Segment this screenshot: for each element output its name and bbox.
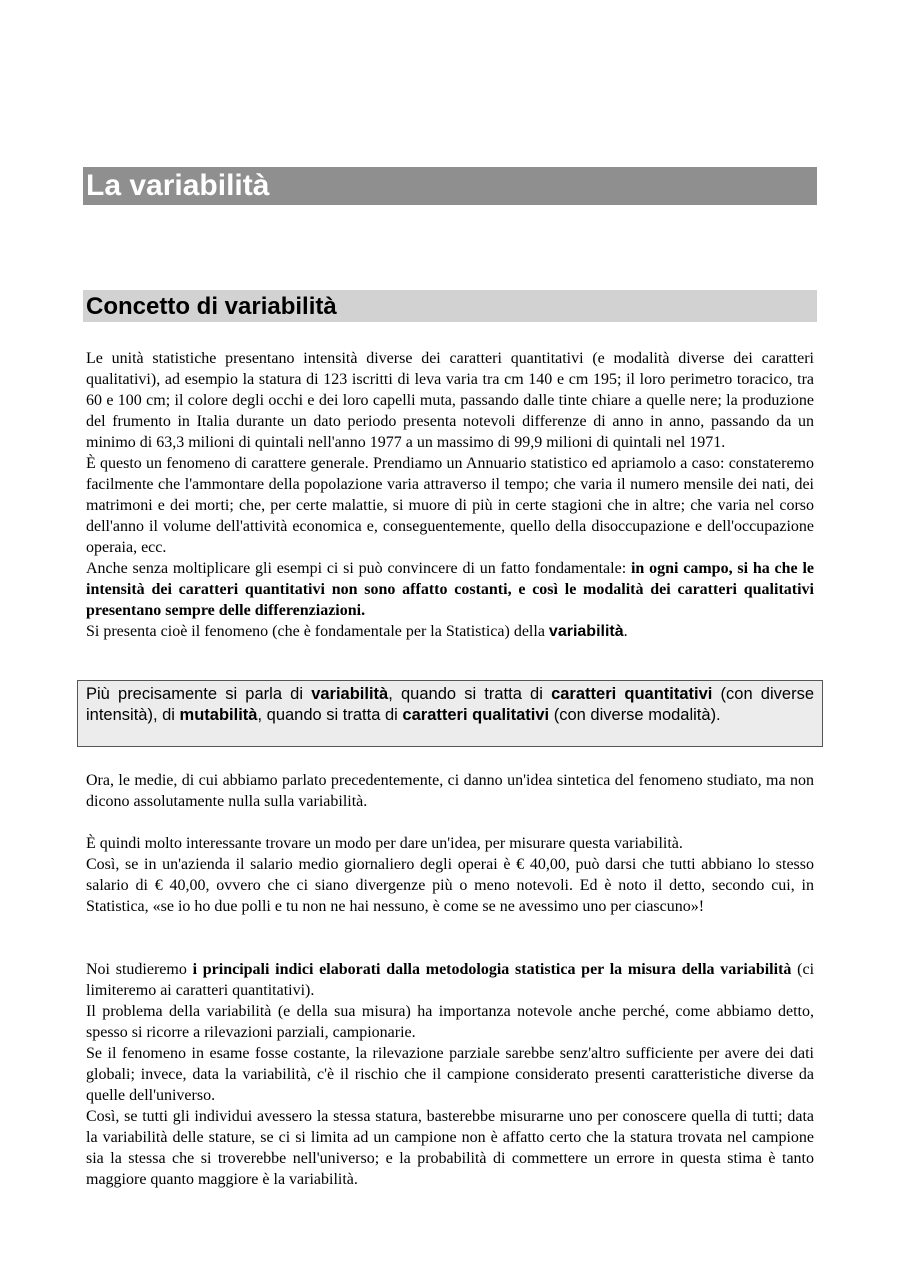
definition-text-4: , quando si tratta di: [257, 706, 403, 724]
paragraph-6: È quindi molto interessante trovare un modo per dare un'idea, per misurare questa variabilità.: [86, 835, 683, 852]
paragraph-3: [86, 558, 814, 621]
paragraph-4-end: .: [623, 623, 628, 640]
paragraph-3-text: Anche senza moltiplicare gli esempi ci si può convincere di un fatto fondamentale:: [86, 560, 631, 577]
chapter-title: La variabilità: [86, 169, 270, 202]
chapter-title-bar: [83, 167, 817, 205]
paragraph-8-text: Noi studieremo: [86, 961, 193, 978]
paragraph-11: Così, se tutti gli individui avessero la stessa statura, basterebbe misurarne uno per conoscere quella di tutti; data la variabilità delle stature, se ci si limita ad un campione non è affatto certo che la statura trovata nel campione sia la stessa che si troverebbe nell'universo; e la probabilità di commettere un errore in questa stima è tanto maggiore quanto maggiore è la variabilità.: [86, 1108, 814, 1188]
paragraph-8-end: (ci limiteremo ai caratteri quantitativi).: [86, 961, 815, 999]
paragraph-4-text: Si presenta cioè il fenomeno (che è fondamentale per la Statistica) della: [86, 623, 549, 640]
definition-box: [77, 680, 823, 747]
intro-text-block: [86, 348, 814, 642]
definition-term-mutabilita: mutabilità: [179, 706, 258, 724]
paragraph-4-term: variabilità: [548, 623, 624, 640]
paragraph-5: Ora, le medie, di cui abbiamo parlato precedentemente, ci danno un'idea sintetica del fenomeno studiato, ma non dicono assolutamente nulla sulla variabilità.: [86, 772, 814, 810]
paragraph-2: È questo un fenomeno di carattere generale. Prendiamo un Annuario statistico ed apriamolo a caso: constateremo facilmente che l'ammontare della popolazione varia attraverso il tempo; che varia il numero mensile dei nati, dei matrimoni e dei morti; che, per certe malattie, si muore di più in certe stagioni che in altre; che varia nel corso dell'anno il volume dell'attività economica e, conseguentemente, quello della disoccupazione e dell'occupazione operaia, ecc.: [86, 455, 814, 556]
paragraph-1: Le unità statistiche presentano intensità diverse dei caratteri quantitativi (e modalità diverse dei caratteri qualitativi), ad esempio la statura di 123 iscritti di leva varia tra cm 140 e cm 195; il loro perimetro toracico, tra 60 e 100 cm; il colore degli occhi e dei loro capelli muta, passando dalle tinte chiare a quelle nere; la produzione del frumento in Italia durante un dato periodo presenta notevoli differenze di anno in anno, passando da un minimo di 63,3 milioni di quintali nell'anno 1977 a un massimo di 99,9 milioni di quintali nel 1971.: [86, 350, 814, 451]
paragraph-3-bold: in ogni campo, si ha che le intensità dei caratteri quantitativi non sono affatto costanti, e così le modalità dei caratteri qualitativi presentano sempre delle differenziazioni.: [86, 560, 815, 619]
paragraph-4: [86, 621, 814, 642]
definition-text-2: , quando si tratta di: [388, 685, 552, 703]
definition-term-caratteri-qualitativi: caratteri qualitativi: [402, 706, 550, 724]
definition-text: [86, 684, 814, 726]
paragraph-10: Se il fenomeno in esame fosse costante, la rilevazione parziale sarebbe senz'altro sufficiente per avere dei dati globali; invece, data la variabilità, c'è il rischio che il campione considerato presenti caratteristiche diverse da quelle dell'universo.: [86, 1045, 814, 1104]
definition-text-1: Più precisamente si parla di: [86, 685, 312, 703]
definition-text-3: (con diverse intensità), di: [86, 685, 814, 724]
definition-text-5: (con diverse modalità).: [549, 706, 721, 724]
section-title-bar: [83, 290, 817, 322]
paragraph-8-bold: i principali indici elaborati dalla metodologia statistica per la misura della variabilità: [192, 961, 792, 978]
paragraph-5-block: [86, 770, 814, 812]
definition-term-variabilita: variabilità: [311, 685, 389, 703]
paragraph-8-block: [86, 959, 814, 1190]
paragraph-9: Il problema della variabilità (e della sua misura) ha importanza notevole anche perché, come abbiamo detto, spesso si ricorre a rilevazioni parziali, campionarie.: [86, 1003, 814, 1041]
section-title: Concetto di variabilità: [86, 293, 337, 320]
paragraph-6-block: [86, 833, 814, 917]
paragraph-7: Così, se in un'azienda il salario medio giornaliero degli operai è € 40,00, può darsi che tutti abbiano lo stesso salario di € 40,00, ovvero che ci siano divergenze più o meno notevoli. Ed è noto il detto, secondo cui, in Statistica, «se io ho due polli e tu non ne hai nessuno, è come se ne avessimo uno per ciascuno»!: [86, 856, 814, 915]
definition-term-caratteri-quantitativi: caratteri quantitativi: [551, 685, 713, 703]
paragraph-8: [86, 959, 814, 1001]
